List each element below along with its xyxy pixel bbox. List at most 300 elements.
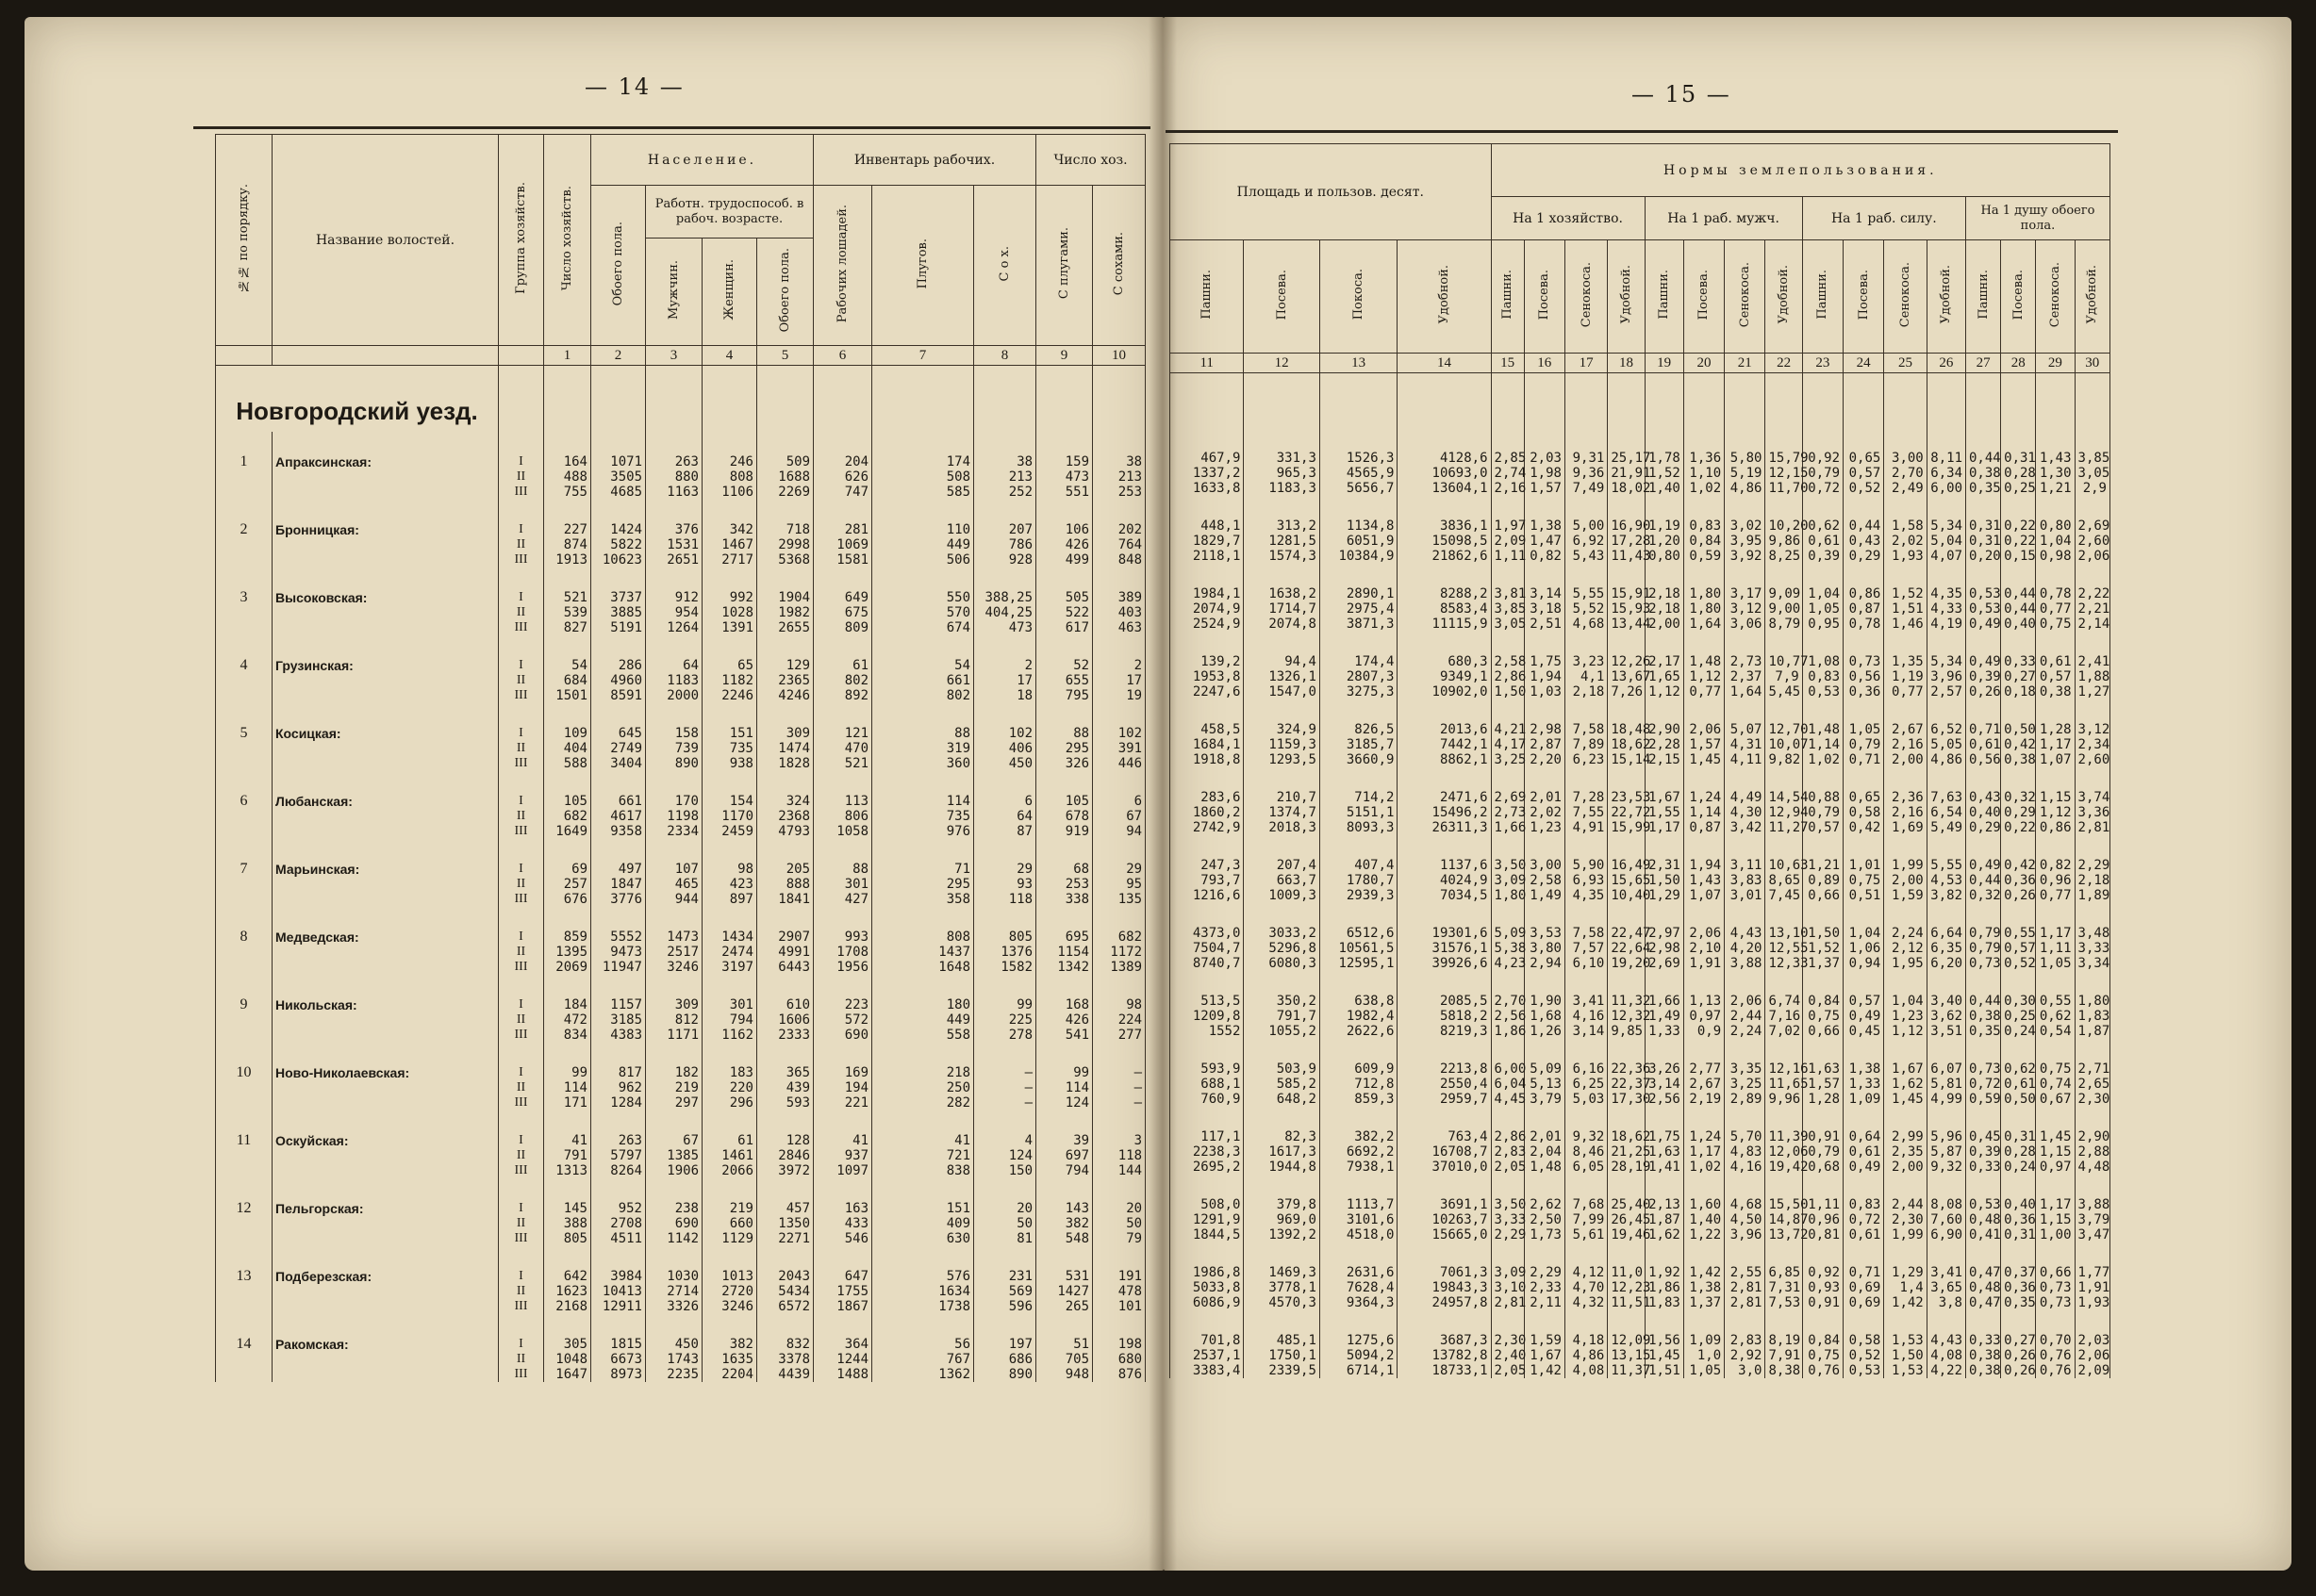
cell: 69: [544, 839, 591, 877]
cell: 64: [646, 635, 703, 673]
table-row: [216, 945, 1146, 960]
cell: 305: [544, 1314, 591, 1352]
cell: 1434: [703, 907, 757, 945]
cell: 3,96: [1725, 1227, 1765, 1242]
cell: 6051,9: [1319, 534, 1398, 549]
cell: 806: [814, 809, 872, 824]
cell: 1844,5: [1170, 1227, 1244, 1242]
cell: 760,9: [1170, 1092, 1244, 1107]
cell: 3,12: [1725, 601, 1765, 617]
table-row: [1170, 1009, 2110, 1024]
table-row: [216, 1111, 1146, 1148]
cell: 450: [974, 756, 1036, 771]
cell: 680,3: [1398, 632, 1491, 669]
cell: 0,73: [2036, 1280, 2075, 1295]
cell: 19301,6: [1398, 903, 1491, 941]
cell: 0,77: [2036, 601, 2075, 617]
row-index: 6: [216, 771, 273, 809]
volost-name: Медведская:: [273, 907, 499, 945]
table-row: [216, 703, 1146, 741]
cell: 15,93: [1608, 601, 1645, 617]
cell: 426: [1036, 537, 1093, 552]
group-label: I: [499, 703, 544, 741]
cell: 593: [757, 1095, 814, 1111]
cell: 26311,3: [1398, 820, 1491, 835]
row-index: [216, 960, 273, 975]
cell: 247,3: [1170, 835, 1244, 873]
group-label: II: [499, 1148, 544, 1163]
cell: 0,82: [2036, 835, 2075, 873]
cell: 832: [757, 1314, 814, 1352]
cell: 0,96: [2036, 873, 2075, 888]
cell: 319: [872, 741, 974, 756]
cell: 548: [1036, 1231, 1093, 1246]
cell: 1633,8: [1170, 481, 1244, 496]
cell: 158: [646, 703, 703, 741]
cell: 313,2: [1244, 496, 1319, 534]
group-label: III: [499, 485, 544, 500]
table-row: [216, 1246, 1146, 1284]
cell: 4,86: [1725, 481, 1765, 496]
cell: 404: [544, 741, 591, 756]
cell: 4,91: [1564, 820, 1607, 835]
cell: 50: [974, 1216, 1036, 1231]
cell: 449: [872, 1012, 974, 1028]
cell: 4,99: [1927, 1092, 1965, 1107]
cell: 17: [974, 673, 1036, 688]
table-row: [1170, 699, 2110, 737]
cell: 2,44: [1884, 1175, 1927, 1212]
cell: 446: [1093, 756, 1146, 771]
group-label: II: [499, 1216, 544, 1231]
cell: 1,04: [1844, 903, 1884, 941]
group-label: III: [499, 552, 544, 568]
cell: 3,05: [1491, 617, 1524, 632]
cell: 630: [872, 1231, 974, 1246]
cell: 11115,9: [1398, 617, 1491, 632]
cell: 2,18: [1645, 564, 1683, 601]
cell: 676: [544, 892, 591, 907]
header-norms: Нормы землепользования.: [1491, 144, 2109, 197]
cell: 1,17: [2036, 903, 2075, 941]
cell: 22,47: [1608, 903, 1645, 941]
column-number: 22: [1765, 354, 1802, 373]
cell: 28,19: [1608, 1160, 1645, 1175]
cell: 0,29: [2001, 805, 2036, 820]
cell: 1,17: [2036, 737, 2075, 752]
cell: 0,62: [2001, 1039, 2036, 1077]
cell: 0,71: [1844, 1242, 1884, 1280]
cell: 791,7: [1244, 1009, 1319, 1024]
cell: 0,31: [1966, 534, 2001, 549]
cell: 473: [974, 620, 1036, 635]
cell: 0,91: [1802, 1107, 1843, 1144]
cell: 0,51: [1844, 888, 1884, 903]
cell: 2,86: [1491, 669, 1524, 684]
cell: 295: [1036, 741, 1093, 756]
table-row: [216, 605, 1146, 620]
cell: 647: [814, 1246, 872, 1284]
cell: 105: [544, 771, 591, 809]
cell: 1,24: [1683, 767, 1724, 805]
cell: 5,13: [1524, 1077, 1564, 1092]
cell: 8583,4: [1398, 601, 1491, 617]
cell: 5,00: [1564, 496, 1607, 534]
cell: 1,88: [2075, 669, 2109, 684]
cell: 218: [872, 1043, 974, 1080]
cell: 0,42: [2001, 737, 2036, 752]
cell: 41: [872, 1111, 974, 1148]
cell: 174,4: [1319, 632, 1398, 669]
cell: 198: [1093, 1314, 1146, 1352]
row-index: 1: [216, 432, 273, 469]
header-with-sokhas: С сохами.: [1093, 186, 1146, 346]
cell: 714,2: [1319, 767, 1398, 805]
cell: 8288,2: [1398, 564, 1491, 601]
cell: 8,11: [1927, 428, 1965, 466]
cell: 13,44: [1608, 617, 1645, 632]
cell: 1,80: [1683, 564, 1724, 601]
table-row: [216, 635, 1146, 673]
cell: 0,94: [1844, 956, 1884, 971]
cell: 0,79: [1802, 466, 1843, 481]
cell: 0,40: [2001, 617, 2036, 632]
header-useful: Удобной.: [1398, 240, 1491, 354]
cell: 1,00: [2036, 1227, 2075, 1242]
row-index: [216, 552, 273, 568]
header-with-ploughs: С плугами.: [1036, 186, 1093, 346]
cell: 3185: [591, 1012, 646, 1028]
table-row: [1170, 1092, 2110, 1107]
cell: 3,25: [1725, 1077, 1765, 1092]
cell: 794: [703, 1012, 757, 1028]
cell: 263: [591, 1111, 646, 1148]
cell: 0,35: [2001, 1295, 2036, 1310]
cell: 2,29: [1524, 1242, 1564, 1280]
cell: 3,12: [2075, 699, 2109, 737]
cell: 2,71: [2075, 1039, 2109, 1077]
cell: 1714,7: [1244, 601, 1319, 617]
cell: 1606: [757, 1012, 814, 1028]
cell: 10413: [591, 1284, 646, 1299]
cell: 194: [814, 1080, 872, 1095]
cell: 541: [1036, 1028, 1093, 1043]
cell: 2,14: [2075, 617, 2109, 632]
cell: 805: [544, 1231, 591, 1246]
cell: 682: [544, 809, 591, 824]
cell: 0,9: [1683, 1024, 1724, 1039]
cell: 697: [1036, 1148, 1093, 1163]
cell: 712,8: [1319, 1077, 1398, 1092]
cell: 3,53: [1524, 903, 1564, 941]
cell: 3,83: [1725, 873, 1765, 888]
cell: 721: [872, 1148, 974, 1163]
cell: 1048: [544, 1352, 591, 1367]
cell: 718: [757, 500, 814, 537]
cell: 805: [974, 907, 1036, 945]
volost-name: [273, 1284, 499, 1299]
table-row: [216, 1080, 1146, 1095]
cell: 2,58: [1524, 873, 1564, 888]
cell: 150: [974, 1163, 1036, 1178]
cell: 1,12: [1683, 669, 1724, 684]
cell: 0,62: [2036, 1009, 2075, 1024]
cell: 1,29: [1645, 888, 1683, 903]
table-row: [1170, 971, 2110, 1009]
cell: 388: [544, 1216, 591, 1231]
cell: 3,09: [1491, 1242, 1524, 1280]
cell: 3737: [591, 568, 646, 605]
cell: 252: [974, 485, 1036, 500]
cell: 15,14: [1608, 752, 1645, 767]
cell: 2,86: [1491, 1107, 1524, 1144]
header-n-sown: Посева.: [1683, 240, 1724, 354]
volost-name: [273, 960, 499, 975]
table-row: [216, 877, 1146, 892]
cell: 965,3: [1244, 466, 1319, 481]
cell: 9,31: [1564, 428, 1607, 466]
cell: 1,87: [1645, 1212, 1683, 1227]
cell: 65: [703, 635, 757, 673]
table-row: [1170, 752, 2110, 767]
cell: 1,17: [2036, 1175, 2075, 1212]
row-index: [216, 469, 273, 485]
column-number: 13: [1319, 354, 1398, 373]
cell: 7,02: [1765, 1024, 1802, 1039]
cell: 1,45: [2036, 1107, 2075, 1144]
cell: 1904: [757, 568, 814, 605]
cell: 4024,9: [1398, 873, 1491, 888]
cell: 4,1: [1564, 669, 1607, 684]
cell: 3,81: [1491, 564, 1524, 601]
cell: 5,81: [1927, 1077, 1965, 1092]
column-number: 21: [1725, 354, 1765, 373]
group-label: II: [499, 1284, 544, 1299]
cell: 4,45: [1491, 1092, 1524, 1107]
row-index: [216, 1284, 273, 1299]
cell: 2,65: [2075, 1077, 2109, 1092]
cell: 25,17: [1608, 428, 1645, 466]
cell: 2,81: [1725, 1280, 1765, 1295]
cell: 309: [757, 703, 814, 741]
cell: 1,45: [1884, 1092, 1927, 1107]
cell: 2,22: [2075, 564, 2109, 601]
cell: 1,14: [1802, 737, 1843, 752]
cell: 919: [1036, 824, 1093, 839]
cell: 2069: [544, 960, 591, 975]
cell: 3101,6: [1319, 1212, 1398, 1227]
cell: 1,50: [1802, 903, 1843, 941]
cell: 114: [872, 771, 974, 809]
cell: 1,15: [2036, 1144, 2075, 1160]
cell: 794: [1036, 1163, 1093, 1178]
cell: 4,20: [1725, 941, 1765, 956]
cell: 2,90: [1645, 699, 1683, 737]
cell: 61: [814, 635, 872, 673]
cell: 0,38: [2036, 684, 2075, 699]
cell: 5,45: [1765, 684, 1802, 699]
cell: 184: [544, 975, 591, 1012]
table-row: [216, 1148, 1146, 1163]
cell: 1,14: [1683, 805, 1724, 820]
cell: 1984,1: [1170, 564, 1244, 601]
cell: 144: [1093, 1163, 1146, 1178]
table-row: [1170, 873, 2110, 888]
volost-name: [273, 1012, 499, 1028]
cell: 18,62: [1608, 1107, 1645, 1144]
cell: 2368: [757, 809, 814, 824]
row-index: 14: [216, 1314, 273, 1352]
table-row: [216, 537, 1146, 552]
cell: 1,02: [1683, 1160, 1724, 1175]
cell: 11,70: [1765, 481, 1802, 496]
cell: 695: [1036, 907, 1093, 945]
header-group: Группа хозяйств.: [499, 135, 544, 346]
cell: 648,2: [1244, 1092, 1319, 1107]
cell: 19,46: [1608, 1227, 1645, 1242]
cell: 202: [1093, 500, 1146, 537]
cell: 4570,3: [1244, 1295, 1319, 1310]
cell: 0,77: [2036, 888, 2075, 903]
cell: 278: [974, 1028, 1036, 1043]
cell: 1,50: [1491, 684, 1524, 699]
group-label: I: [499, 907, 544, 945]
cell: 102: [974, 703, 1036, 741]
header-arable: Пашни.: [1170, 240, 1244, 354]
cell: 1170: [703, 809, 757, 824]
table-row: [216, 1043, 1146, 1080]
cell: 382: [703, 1314, 757, 1352]
cell: 1392,2: [1244, 1227, 1319, 1242]
cell: 2013,6: [1398, 699, 1491, 737]
cell: 2,94: [1524, 956, 1564, 971]
cell: 0,61: [2001, 1077, 2036, 1092]
cell: 2,16: [1884, 737, 1927, 752]
cell: 1649: [544, 824, 591, 839]
cell: 4,21: [1491, 699, 1524, 737]
cell: 8,65: [1765, 873, 1802, 888]
cell: 14,87: [1765, 1212, 1802, 1227]
table-row: [216, 485, 1146, 500]
cell: 0,42: [2001, 835, 2036, 873]
cell: 4: [974, 1111, 1036, 1148]
cell: 13604,1: [1398, 481, 1491, 496]
volost-name: Ракомская:: [273, 1314, 499, 1352]
table-row: [1170, 564, 2110, 601]
cell: 13,67: [1608, 669, 1645, 684]
cell: 7504,7: [1170, 941, 1244, 956]
cell: 2,67: [1683, 1077, 1724, 1092]
cell: 1,07: [1683, 888, 1724, 903]
cell: 1906: [646, 1163, 703, 1178]
cell: 1944,8: [1244, 1160, 1319, 1175]
cell: 1,67: [1524, 1348, 1564, 1363]
cell: 890: [974, 1367, 1036, 1382]
cell: 6692,2: [1319, 1144, 1398, 1160]
cell: 1841: [757, 892, 814, 907]
header-n-useful: Удобной.: [1765, 240, 1802, 354]
cell: 1,04: [2036, 534, 2075, 549]
cell: 2890,1: [1319, 564, 1398, 601]
cell: 12,33: [1765, 956, 1802, 971]
cell: 3,23: [1564, 632, 1607, 669]
column-number: 24: [1844, 354, 1884, 373]
header-n-arable: Пашни.: [1802, 240, 1843, 354]
cell: 0,52: [1844, 481, 1884, 496]
cell: 0,36: [2001, 1212, 2036, 1227]
cell: 2,57: [1927, 684, 1965, 699]
cell: 0,65: [1844, 767, 1884, 805]
cell: 2,10: [1683, 941, 1724, 956]
cell: 2,83: [1725, 1310, 1765, 1348]
cell: 2,62: [1524, 1175, 1564, 1212]
cell: 617: [1036, 620, 1093, 635]
cell: 1,66: [1645, 971, 1683, 1009]
cell: 18,02: [1608, 481, 1645, 496]
cell: 5,34: [1927, 496, 1965, 534]
cell: 2550,4: [1398, 1077, 1491, 1092]
cell: 1,73: [1524, 1227, 1564, 1242]
cell: 0,29: [1966, 820, 2001, 835]
cell: 163: [814, 1178, 872, 1216]
cell: 0,49: [1966, 617, 2001, 632]
cell: 1,12: [1884, 1024, 1927, 1039]
cell: 22,64: [1608, 941, 1645, 956]
table-row: [216, 839, 1146, 877]
column-number: 9: [1036, 346, 1093, 366]
cell: 0,61: [1966, 737, 2001, 752]
cell: 1638,2: [1244, 564, 1319, 601]
group-label: I: [499, 771, 544, 809]
cell: 1,64: [1683, 617, 1724, 632]
cell: 661: [872, 673, 974, 688]
cell: 497: [591, 839, 646, 877]
cell: 2043: [757, 1246, 814, 1284]
cell: 54: [872, 635, 974, 673]
cell: 403: [1093, 605, 1146, 620]
cell: 1,01: [1844, 835, 1884, 873]
cell: 588: [544, 756, 591, 771]
cell: 3: [1093, 1111, 1146, 1148]
cell: 246: [703, 432, 757, 469]
cell: 382,2: [1319, 1107, 1398, 1144]
cell: 0,38: [1966, 1009, 2001, 1024]
cell: 6080,3: [1244, 956, 1319, 971]
cell: 827: [544, 620, 591, 635]
cell: 3776: [591, 892, 646, 907]
cell: 281: [814, 500, 872, 537]
group-label: I: [499, 635, 544, 673]
cell: 1582: [974, 960, 1036, 975]
cell: 4,35: [1927, 564, 1965, 601]
row-index: 5: [216, 703, 273, 741]
cell: 4,16: [1725, 1160, 1765, 1175]
cell: 1581: [814, 552, 872, 568]
cell: 1,05: [1802, 601, 1843, 617]
cell: 22,36: [1608, 1039, 1645, 1077]
header-n-useful: Удобной.: [2075, 240, 2109, 354]
cell: 2,81: [1725, 1295, 1765, 1310]
row-index: 3: [216, 568, 273, 605]
cell: 128: [757, 1111, 814, 1148]
cell: 0,73: [1966, 956, 2001, 971]
cell: 257: [544, 877, 591, 892]
cell: 301: [703, 975, 757, 1012]
cell: 360: [872, 756, 974, 771]
cell: 1531: [646, 537, 703, 552]
cell: 0,79: [1802, 1144, 1843, 1160]
cell: 1,37: [1802, 956, 1843, 971]
